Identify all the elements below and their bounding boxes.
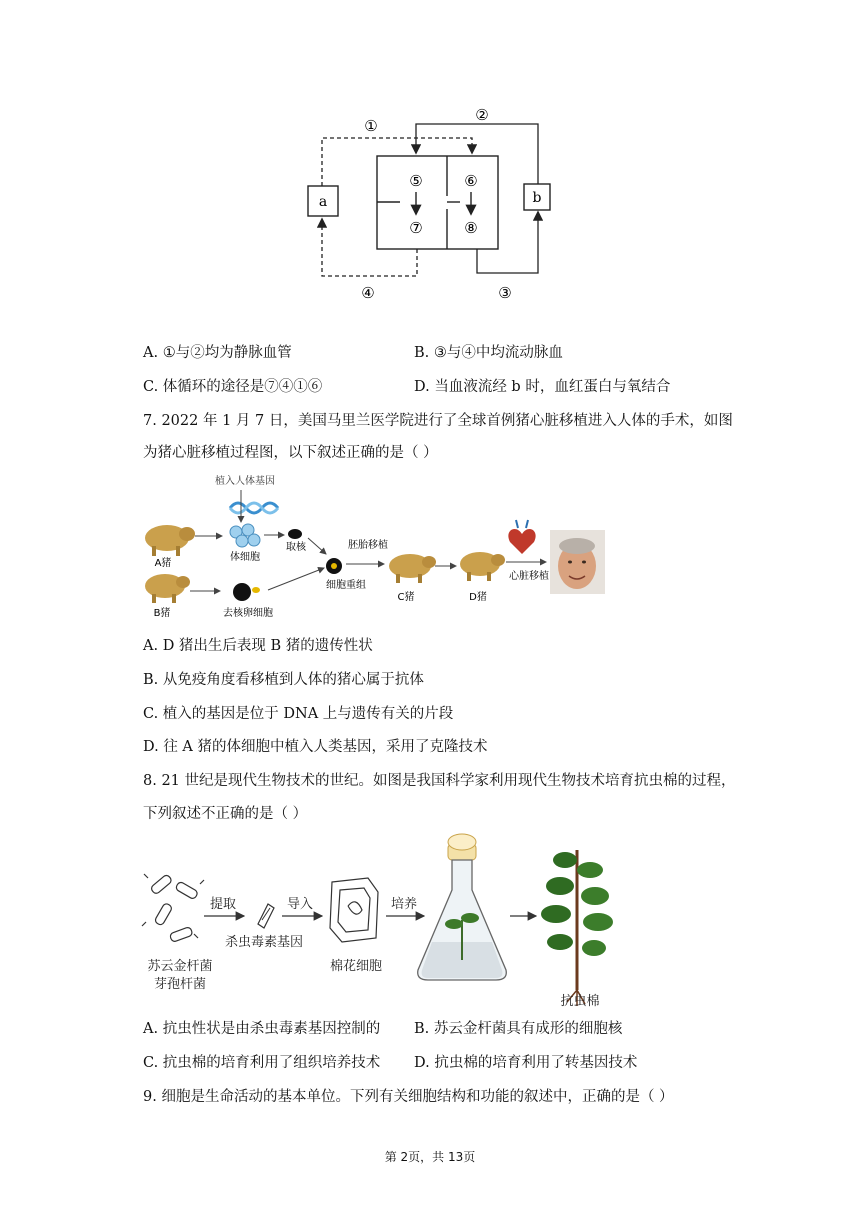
heart-icon xyxy=(508,520,535,554)
label-cotton-cell: 棉花细胞 xyxy=(329,959,383,974)
q8-option-d[interactable]: D. 抗虫棉的培育利用了转基因技术 xyxy=(414,1055,638,1071)
label-5: ⑤ xyxy=(409,172,423,190)
label-8: ⑧ xyxy=(464,219,478,237)
gene-fragment-icon xyxy=(258,904,274,928)
pig-c-icon xyxy=(389,554,436,583)
cotton-cell-icon xyxy=(330,878,378,942)
nucleus-icon xyxy=(288,529,302,539)
label-b: b xyxy=(532,190,542,206)
label-take-nucleus: 取核 xyxy=(286,542,306,553)
label-pig-a: A猪 xyxy=(154,558,172,569)
patient-portrait xyxy=(550,530,605,594)
label-pig-c: C猪 xyxy=(397,592,415,603)
label-pig-d: D猪 xyxy=(469,592,487,603)
label-4: ④ xyxy=(361,284,375,302)
q7-option-a[interactable]: A. D 猪出生后表现 B 猪的遗传性状 xyxy=(143,638,373,654)
q8-stem-line1: 8. 21 世纪是现代生物技术的世纪。如图是我国科学家利用现代生物技术培育抗虫棉的过程， xyxy=(143,773,736,789)
label-3: ③ xyxy=(498,284,512,302)
label-gene: 杀虫毒素基因 xyxy=(224,935,304,950)
egg-icon xyxy=(233,583,260,601)
label-culture: 培养 xyxy=(390,897,418,912)
circ-option-d[interactable]: D. 当血液流经 b 时，血红蛋白与氧结合 xyxy=(414,379,671,395)
reconstructed-cell-icon xyxy=(326,558,342,574)
pig-b-icon xyxy=(145,574,190,603)
cotton-figure xyxy=(140,830,630,1010)
label-embryo-transfer: 胚胎移植 xyxy=(348,540,388,551)
label-somatic: 体细胞 xyxy=(230,552,260,563)
q7-stem-line2: 为猪心脏移植过程图，以下叙述正确的是（ ） xyxy=(143,445,438,461)
label-1: ① xyxy=(364,117,378,135)
page-footer: 第 2页，共 13页 xyxy=(384,1150,476,1164)
circ-option-a[interactable]: A. ①与②均为静脉血管 xyxy=(143,345,292,361)
label-bacteria-2: 芽孢杆菌 xyxy=(153,977,207,992)
label-egg: 去核卵细胞 xyxy=(223,608,273,619)
circulation-diagram xyxy=(300,100,570,310)
label-7: ⑦ xyxy=(409,219,423,237)
label-gene-in: 植入人体基因 xyxy=(215,476,275,487)
label-a: a xyxy=(318,194,328,210)
pig-a-icon xyxy=(145,525,195,556)
label-2: ② xyxy=(475,106,489,124)
cotton-plant-icon xyxy=(541,850,613,1006)
label-6: ⑥ xyxy=(464,172,478,190)
label-extract: 提取 xyxy=(209,897,237,912)
label-result: 抗虫棉 xyxy=(560,994,600,1009)
q8-option-a[interactable]: A. 抗虫性状是由杀虫毒素基因控制的 xyxy=(143,1021,381,1037)
pig-d-icon xyxy=(460,552,505,581)
flask-icon xyxy=(418,834,507,980)
label-reconstruct: 细胞重组 xyxy=(326,580,366,591)
q7-option-b[interactable]: B. 从免疫角度看移植到人体的猪心属于抗体 xyxy=(143,672,424,688)
q9-stem: 9. 细胞是生命活动的基本单位。下列有关细胞结构和功能的叙述中，正确的是（ ） xyxy=(143,1089,674,1105)
q7-option-c[interactable]: C. 植入的基因是位于 DNA 上与遗传有关的片段 xyxy=(143,706,454,722)
circ-option-b[interactable]: B. ③与④中均流动脉血 xyxy=(414,345,563,361)
label-pig-b: B猪 xyxy=(153,608,171,619)
q8-option-c[interactable]: C. 抗虫棉的培育利用了组织培养技术 xyxy=(143,1055,381,1071)
q8-option-b[interactable]: B. 苏云金杆菌具有成形的细胞核 xyxy=(414,1021,623,1037)
circ-option-c[interactable]: C. 体循环的途径是⑦④①⑥ xyxy=(143,379,323,395)
pig-heart-figure xyxy=(140,470,610,626)
label-heart-transplant: 心脏移植 xyxy=(509,571,549,582)
label-import: 导入 xyxy=(286,897,314,912)
somatic-cells-icon xyxy=(230,524,260,547)
q7-stem-line1: 7. 2022 年 1 月 7 日，美国马里兰医学院进行了全球首例猪心脏移植进入人体的手术，如图 xyxy=(143,413,733,429)
q7-option-d[interactable]: D. 往 A 猪的体细胞中植入人类基因，采用了克隆技术 xyxy=(143,739,488,755)
bacteria-icon xyxy=(142,874,204,943)
label-bacteria-1: 苏云金杆菌 xyxy=(147,959,213,974)
dna-icon xyxy=(230,503,278,513)
q8-stem-line2: 下列叙述不正确的是（ ） xyxy=(143,806,308,822)
